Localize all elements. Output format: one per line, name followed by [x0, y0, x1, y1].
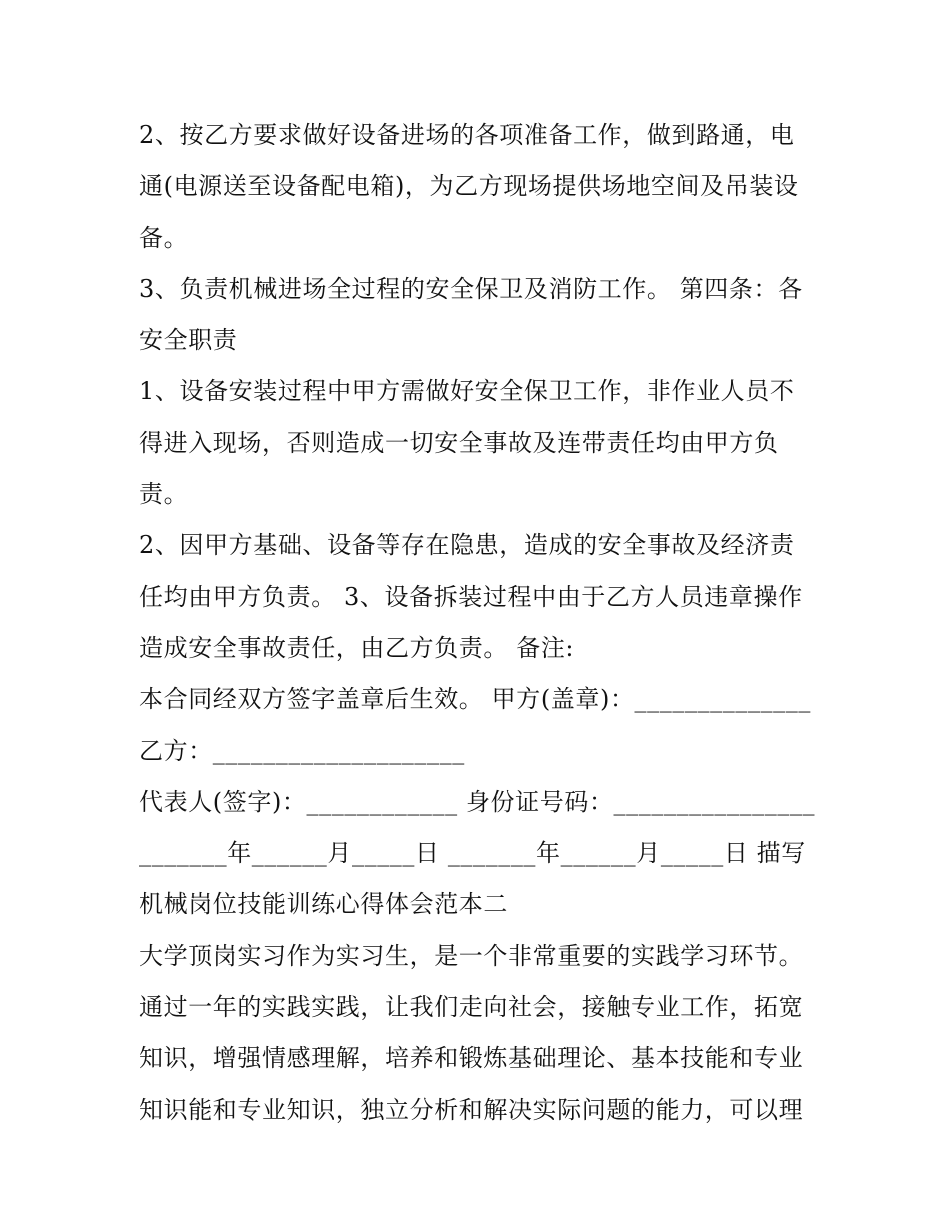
text-line: 得进入现场，否则造成一切安全事故及连带责任均由甲方负 [139, 428, 779, 457]
text-line: 1、设备安装过程中甲方需做好安全保卫工作，非作业人员不 [139, 377, 795, 406]
signature-line: 本合同经双方签字盖章后生效。 甲方(盖章)：______________ [139, 685, 811, 714]
date-line: _______年______月_____日 _______年______月_____日 描写 [139, 839, 806, 868]
text-line: 2、按乙方要求做好设备进场的各项准备工作，做到路通，电 [139, 121, 795, 149]
text-line: 安全职责 [139, 326, 238, 355]
section-title: 机械岗位技能训练心得体会范本二 [139, 890, 508, 919]
signature-line: 乙方：____________________ [139, 736, 465, 765]
text-line: 任均由甲方负责。 3、设备拆装过程中由于乙方人员违章操作 [139, 582, 803, 611]
text-line: 通过一年的实践实践，让我们走向社会，接触专业工作，拓宽 [139, 993, 804, 1022]
text-line: 2、因甲方基础、设备等存在隐患，造成的安全事故及经济责 [139, 531, 795, 560]
text-line: 知识能和专业知识，独立分析和解决实际问题的能力，可以理 [139, 1095, 804, 1124]
text-line: 大学顶岗实习作为实习生，是一个非常重要的实践学习环节。 [139, 941, 804, 970]
text-line: 备。 [139, 223, 189, 252]
text-line: 知识，增强情感理解，培养和锻炼基础理论、基本技能和专业 [139, 1044, 804, 1073]
signature-line: 代表人(签字)：____________ 身份证号码：________________ [139, 787, 816, 816]
document-body [139, 110, 819, 1136]
text-line: 通(电源送至设备配电箱)，为乙方现场提供场地空间及吊装设 [139, 172, 799, 201]
text-line: 责。 [139, 480, 189, 509]
text-line: 造成安全事故责任，由乙方负责。 备注: [139, 633, 575, 662]
text-line: 3、负责机械进场全过程的安全保卫及消防工作。 第四条：各 [139, 274, 803, 303]
